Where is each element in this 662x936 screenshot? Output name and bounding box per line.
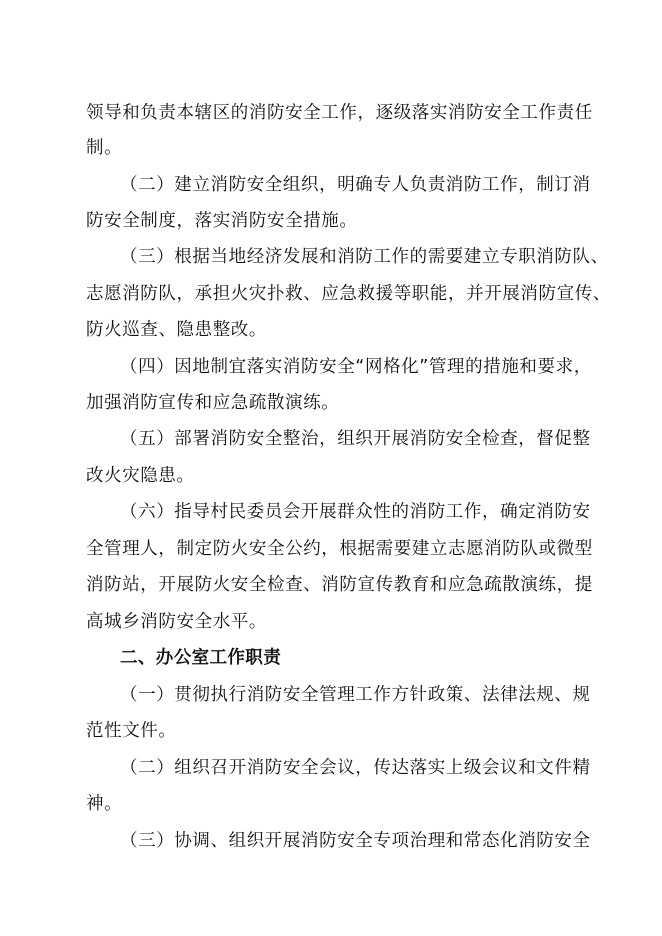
body-text-line: 加强消防宣传和应急疏散演练。 [86, 393, 340, 413]
body-text-line: 防火巡查、隐患整改。 [86, 320, 267, 340]
body-text-line: 范性文件。 [86, 721, 177, 741]
body-text-line: 高城乡消防安全水平。 [86, 612, 267, 632]
body-text-line: 防安全制度，落实消防安全措施。 [86, 211, 358, 231]
paragraph-start-line: （六）指导村民委员会开展群众性的消防工作，确定消防安 [120, 502, 591, 522]
paragraph-start-line: （四）因地制宜落实消防安全“网格化”管理的措施和要求， [120, 357, 592, 377]
paragraph-start-line: （三）协调、组织开展消防安全专项治理和常态化消防安全 [120, 831, 591, 851]
body-text-line: 全管理人，制定防火安全公约，根据需要建立志愿消防队或微型 [86, 539, 593, 559]
body-text-line: 消防站，开展防火安全检查、消防宣传教育和应急疏散演练，提 [86, 575, 593, 595]
body-text-line: 领导和负责本辖区的消防安全工作，逐级落实消防安全工作责任 [86, 103, 593, 123]
paragraph-start-line: （五）部署消防安全整治，组织开展消防安全检查，督促整 [120, 429, 591, 449]
body-text-line: 制。 [86, 138, 123, 158]
body-text-line: 神。 [86, 794, 123, 814]
body-text-line: 改火灾隐患。 [86, 466, 195, 486]
paragraph-start-line: （三）根据当地经济发展和消防工作的需要建立专职消防队、 [120, 247, 609, 267]
paragraph-start-line: （一）贯彻执行消防安全管理工作方针政策、法律法规、规 [120, 685, 591, 705]
body-text-line: 志愿消防队，承担火灾扑救、应急救援等职能，并开展消防宣传、 [86, 284, 611, 304]
paragraph-start-line: （二）组织召开消防安全会议，传达落实上级会议和文件精 [120, 758, 591, 778]
paragraph-start-line: （二）建立消防安全组织，明确专人负责消防工作，制订消 [120, 175, 591, 195]
section-heading: 二、办公室工作职责 [120, 648, 282, 668]
